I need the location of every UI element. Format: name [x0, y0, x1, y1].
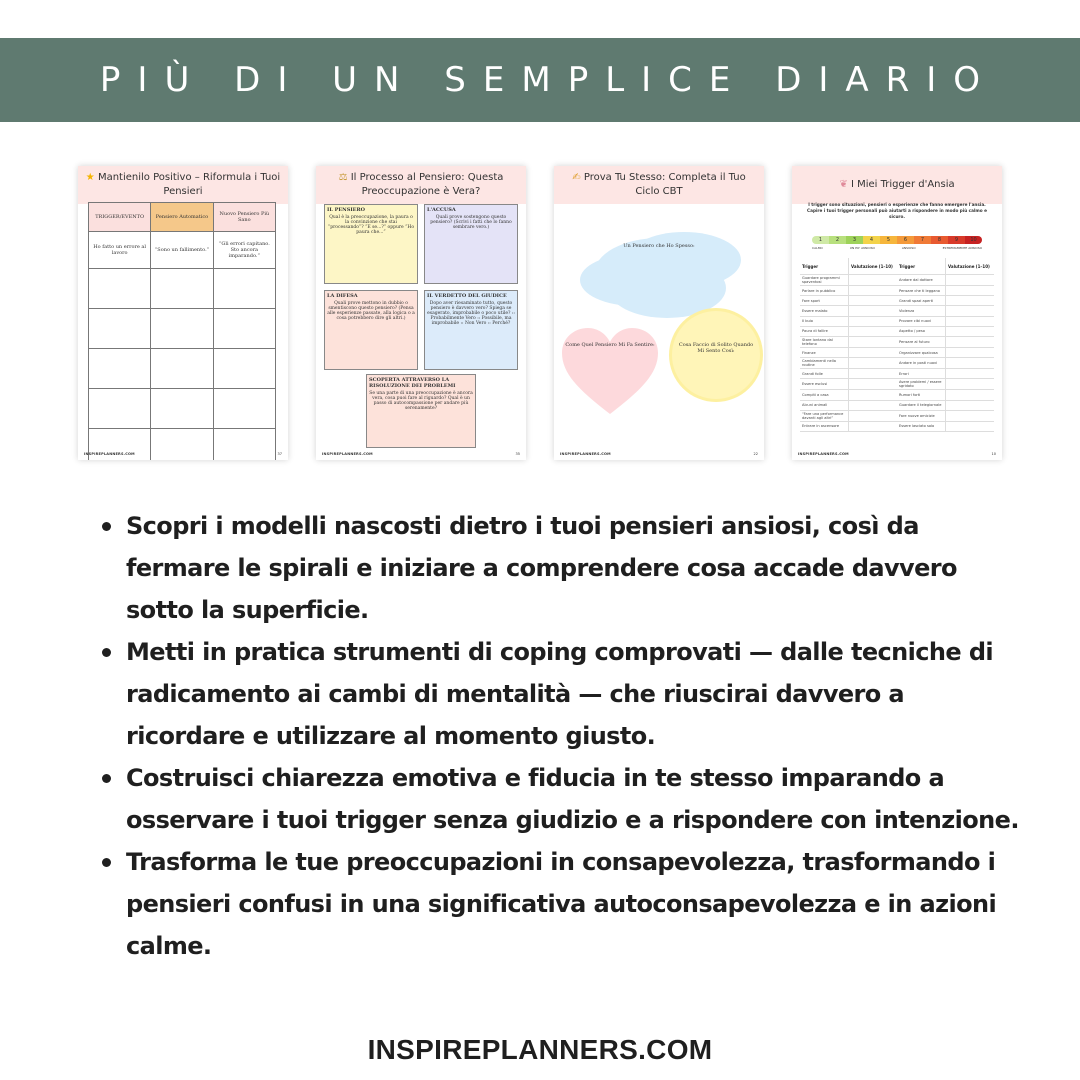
- table-cell: Aspetto / peso: [897, 326, 946, 336]
- scale-label: ANSIOSO: [901, 246, 916, 250]
- page-brand: INSPIREPLANNERS.COM: [798, 452, 849, 456]
- table-cell: [946, 306, 995, 316]
- scale-step: 4: [863, 236, 880, 244]
- table-cell: [849, 296, 898, 306]
- scales-icon: ⚖: [338, 172, 348, 183]
- table-cell: [946, 369, 995, 379]
- preview-page-anxiety-triggers: [792, 166, 1002, 460]
- preview-page-title: Il Processo al Pensiero: Questa Preoccupazione è Vera?: [350, 172, 504, 197]
- table-cell: Organizzare qualcosa: [897, 347, 946, 357]
- scale-step: 7: [914, 236, 931, 244]
- table-cell: Provare cibi nuovi: [897, 316, 946, 326]
- table-row: [800, 316, 994, 326]
- table-cell: [946, 347, 995, 357]
- box-accusation: L'ACCUSA Quali prove sostengono questo pensiero? (Scrivi i fatti che lo fanno sembrare vero.): [424, 204, 518, 284]
- table-cell: [946, 379, 995, 390]
- table-cell: [946, 421, 995, 431]
- table-cell: [946, 390, 995, 400]
- page-number: 10: [991, 452, 996, 456]
- scale-step: 5: [880, 236, 897, 244]
- page-number: 22: [753, 452, 758, 456]
- triggers-table: [800, 258, 994, 432]
- table-cell: [849, 421, 898, 431]
- table-cell: [849, 390, 898, 400]
- preview-page-cbt-cycle: [554, 166, 764, 460]
- table-cell: [849, 400, 898, 410]
- brain-icon: ❦: [839, 179, 848, 190]
- sun-shape: [672, 311, 760, 399]
- page-brand: INSPIREPLANNERS.COM: [560, 452, 611, 456]
- table-cell: Finanze: [800, 347, 849, 357]
- table-header: Trigger: [897, 258, 946, 275]
- table-cell: Essere malato: [800, 306, 849, 316]
- table-cell: Il buio: [800, 316, 849, 326]
- table-row: [800, 286, 994, 296]
- table-cell: Guardare programmi spaventosi: [800, 275, 849, 286]
- page-title: PIÙ DI UN SEMPLICE DIARIO: [99, 60, 998, 100]
- anxiety-scale: [812, 236, 982, 244]
- triggers-intro: I trigger sono situazioni, pensieri o esperienze che fanno emergere l'ansia. Capire i tuoi trigger personali può aiutarti a rispondere in modo più calmo e sicuro.: [807, 202, 987, 219]
- table-cell: “Gli errori capitano. Sto ancora imparando.”: [213, 232, 275, 269]
- table-row: [800, 347, 994, 357]
- preview-page-reframe: [78, 166, 288, 460]
- feature-item: Costruisci chiarezza emotiva e fiducia in te stesso imparando a osservare i tuoi trigger senza giudizio e a rispondere con intenzione.: [126, 757, 1026, 841]
- table-cell: [946, 275, 995, 286]
- table-cell: Paura di fallire: [800, 326, 849, 336]
- table-cell: [849, 275, 898, 286]
- table-cell: “Fare una performance davanti agli altri”: [800, 410, 849, 421]
- table-cell: Parlare in pubblico: [800, 286, 849, 296]
- table-cell: Grandi spazi aperti: [897, 296, 946, 306]
- table-cell: Cambiamenti nella routine: [800, 358, 849, 369]
- table-cell: Essere lasciato solo: [897, 421, 946, 431]
- table-cell: [849, 369, 898, 379]
- table-cell: Ho fatto un errore al lavoro: [89, 232, 151, 269]
- feature-item: Metti in pratica strumenti di coping comprovati — dalle tecniche di radicamento ai cambi di mentalità — che riuscirai davvero a ricordare e utilizzare al momento giusto.: [126, 631, 1026, 757]
- table-header: TRIGGER/EVENTO: [89, 203, 151, 232]
- scale-step: 8: [931, 236, 948, 244]
- star-icon: ★: [85, 172, 95, 183]
- page-brand: INSPIREPLANNERS.COM: [322, 452, 373, 456]
- scale-step: 10: [965, 236, 982, 244]
- box-verdict: IL VERDETTO DEL GIUDICE Dopo aver riesaminato tutto, questo pensiero è davvero vero? Spiega se esagerato, improbabile o poco utile? :: Probabilmente Vero :: Possibile, ma improbabile :: Non Vero :: Perché?: [424, 290, 518, 370]
- preview-page-title: Mantienilo Positivo – Riformula i Tuoi Pensieri: [97, 172, 281, 197]
- table-cell: [946, 358, 995, 369]
- table-header: Valutazione (1–10): [849, 258, 898, 275]
- table-cell: [849, 410, 898, 421]
- table-row: [800, 336, 994, 347]
- table-cell: Grandi folle: [800, 369, 849, 379]
- scale-label: ESTREMAMENTE ANSIOSO: [942, 246, 982, 250]
- table-cell: Errori: [897, 369, 946, 379]
- cloud-label: Un Pensiero che Ho Spesso:: [623, 243, 695, 249]
- table-cell: [849, 316, 898, 326]
- table-cell: [946, 316, 995, 326]
- planner-preview-strip: [78, 166, 1002, 460]
- table-cell: Andare dal dottore: [897, 275, 946, 286]
- pencil-icon: ✍: [572, 172, 581, 183]
- page-brand: INSPIREPLANNERS.COM: [84, 452, 135, 456]
- table-row: [800, 275, 994, 286]
- table-header: Trigger: [800, 258, 849, 275]
- scale-step: 3: [846, 236, 863, 244]
- table-row: [800, 390, 994, 400]
- title-banner: [0, 38, 1080, 122]
- table-cell: [946, 410, 995, 421]
- heart-label: Come Quel Pensiero Mi Fa Sentire:: [565, 342, 655, 348]
- table-cell: [946, 400, 995, 410]
- sun-label: Cosa Faccio di Solito Quando Mi Sento Così:: [678, 342, 754, 354]
- feature-item: Scopri i modelli nascosti dietro i tuoi pensieri ansiosi, così da fermare le spirali e iniziare a comprendere cosa accade davvero sotto la superficie.: [126, 505, 1026, 631]
- preview-page-title: Prova Tu Stesso: Completa il Tuo Ciclo CBT: [583, 172, 746, 197]
- table-cell: Fare sport: [800, 296, 849, 306]
- table-cell: Rumori forti: [897, 390, 946, 400]
- table-header: Valutazione (1–10): [946, 258, 995, 275]
- table-row: [800, 358, 994, 369]
- table-cell: Pensare che ti leggano: [897, 286, 946, 296]
- table-cell: “Sono un fallimento.”: [151, 232, 213, 269]
- table-cell: Violenza: [897, 306, 946, 316]
- feature-list: [126, 505, 1026, 967]
- website-url: INSPIREPLANNERS.COM: [367, 1034, 713, 1065]
- table-cell: Essere esclusi: [800, 379, 849, 390]
- scale-step: 6: [897, 236, 914, 244]
- table-cell: [849, 358, 898, 369]
- table-cell: Guardare il telegiornale: [897, 400, 946, 410]
- table-cell: [849, 336, 898, 347]
- scale-step: 1: [812, 236, 829, 244]
- scale-labels: [812, 246, 982, 250]
- preview-page-thought-trial: [316, 166, 526, 460]
- table-cell: [946, 286, 995, 296]
- table-row: [800, 400, 994, 410]
- table-cell: [946, 296, 995, 306]
- table-cell: Fare nuove amicizie: [897, 410, 946, 421]
- table-header: Nuovo Pensiero Più Sano: [213, 203, 275, 232]
- table-row: [800, 369, 994, 379]
- table-row: [800, 421, 994, 431]
- table-cell: [849, 347, 898, 357]
- scale-step: 9: [948, 236, 965, 244]
- table-cell: Andare in posti nuovi: [897, 358, 946, 369]
- page-number: 37: [277, 452, 282, 456]
- table-cell: Avere problemi / essere sgridato: [897, 379, 946, 390]
- scale-step: 2: [829, 236, 846, 244]
- scale-label: UN PO' ANSIOSO: [849, 246, 875, 250]
- scale-label: CALMO: [812, 246, 823, 250]
- box-defense: LA DIFESA Quali prove mettono in dubbio o smentiscono questo pensiero? (Pensa alle esperienze passate, alla logica o a cosa potrebbero dire gli altri.): [324, 290, 418, 370]
- table-cell: [849, 379, 898, 390]
- page-number: 35: [515, 452, 520, 456]
- reframe-table: [88, 202, 276, 460]
- box-discovery: SCOPERTA ATTRAVERSO LA RISOLUZIONE DEI PROBLEMI Se una parte di una preoccupazione è ancora vera, cosa puoi fare al riguardo? Qual è un passo di autocompassione per andare più serenamente?: [366, 374, 476, 448]
- table-cell: [849, 306, 898, 316]
- table-cell: [946, 326, 995, 336]
- table-row: [800, 379, 994, 390]
- table-row: [800, 296, 994, 306]
- table-cell: Compiti a casa: [800, 390, 849, 400]
- table-cell: Entrare in ascensore: [800, 421, 849, 431]
- table-cell: Pensare al futuro: [897, 336, 946, 347]
- table-row: [800, 326, 994, 336]
- table-row: [800, 410, 994, 421]
- preview-page-title: I Miei Trigger d'Ansia: [850, 179, 955, 190]
- table-cell: Stare lontano dal telefono: [800, 336, 849, 347]
- heart-shape: [560, 326, 660, 416]
- table-cell: [946, 336, 995, 347]
- table-header: Pensiero Automatico: [151, 203, 213, 232]
- table-cell: [849, 286, 898, 296]
- table-row: [800, 306, 994, 316]
- feature-item: Trasforma le tue preoccupazioni in consapevolezza, trasformando i pensieri confusi in una significativa autoconsapevolezza e in azioni calme.: [126, 841, 1026, 967]
- box-thought: IL PENSIERO Qual è la preoccupazione, la paura o la convinzione che stai “processando”? “E se...?” oppure “Ho paura che...”: [324, 204, 418, 284]
- table-cell: Alcuni animali: [800, 400, 849, 410]
- table-cell: [849, 326, 898, 336]
